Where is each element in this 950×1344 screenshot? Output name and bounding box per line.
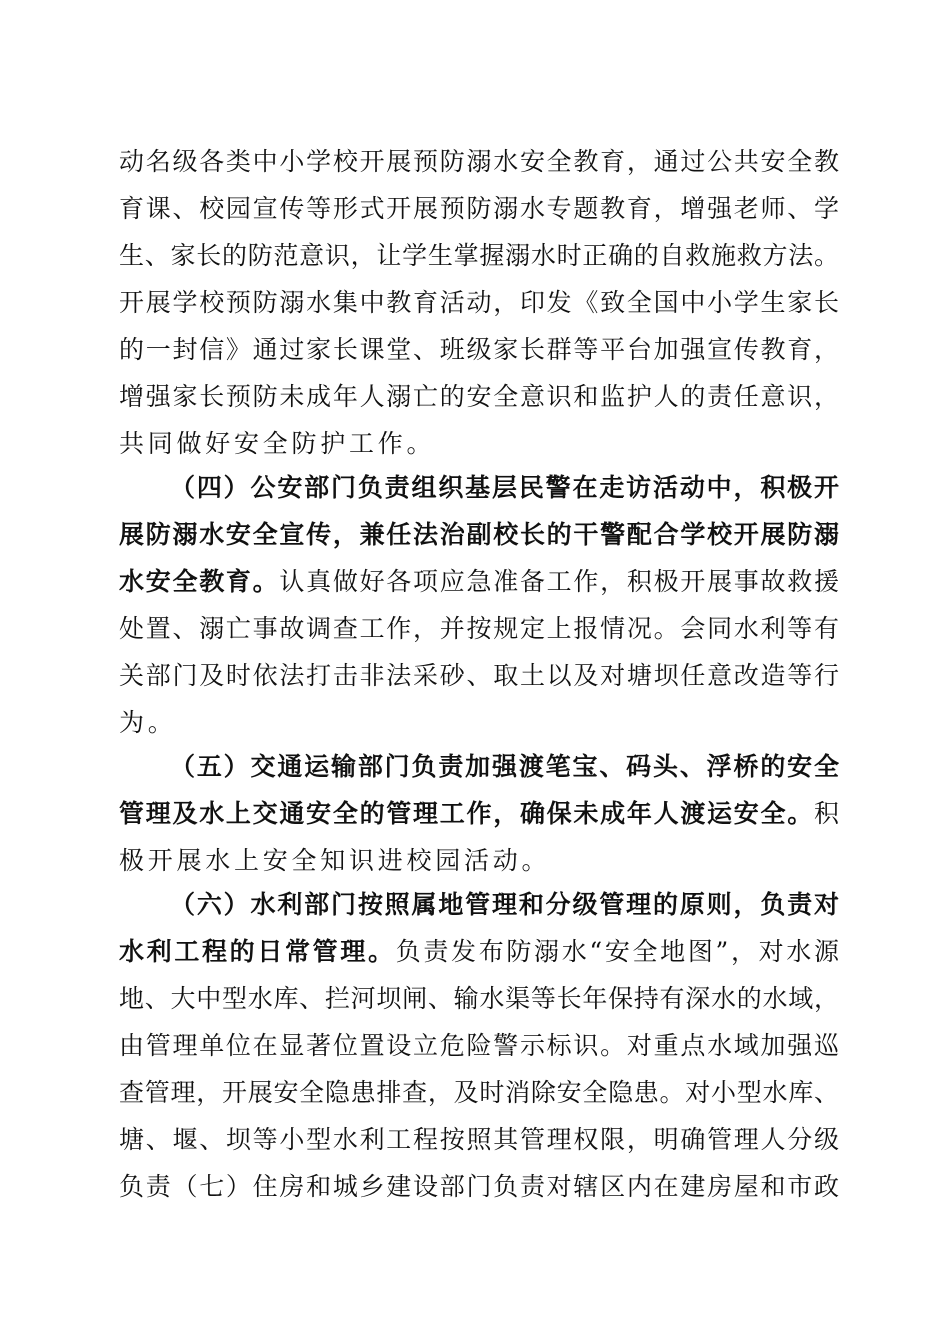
text-line: 关部门及时依法打击非法采砂、取土以及对塘坝任意改造等行 [119, 661, 839, 690]
text-line: 极开展水上安全知识进校园活动。 [119, 846, 551, 875]
text-line: 的一封信》通过家长课堂、班级家长群等平台加强宣传教育， [119, 335, 839, 364]
text-segment-bold: 水利工程的日常管理。 [119, 937, 396, 966]
text-line: 育课、校园宣传等形式开展预防溺水专题教育，增强老师、学 [119, 194, 839, 223]
paragraph-heading-five: （五）交通运输部门负责加强渡笔宝、码头、浮桥的安全 [170, 752, 839, 781]
text-line: 共同做好安全防护工作。 [119, 429, 436, 458]
text-line: 开展学校预防溺水集中教育活动，印发《致全国中小学生家长 [119, 288, 839, 317]
text-line: 负责（七）住房和城乡建设部门负责对辖区内在建房屋和市政 [119, 1172, 839, 1201]
text-segment: 认真做好各项应急准备工作，积极开展事故救援 [279, 567, 839, 596]
text-line: 生、家长的防范意识，让学生掌握溺水时正确的自救施救方法。 [119, 241, 839, 270]
text-line: 增强家长预防未成年人溺亡的安全意识和监护人的责任意识， [119, 382, 839, 411]
paragraph-heading-six: （六）水利部门按照属地管理和分级管理的原则，负责对 [170, 890, 839, 919]
text-line: 地、大中型水库、拦河坝闸、输水渠等长年保持有深水的水域， [119, 984, 839, 1013]
paragraph-heading-four: （四）公安部门负责组织基层民警在走访活动中，积极开 [170, 473, 839, 502]
text-line: 查管理，开展安全隐患排查，及时消除安全隐患。对小型水库、 [119, 1078, 839, 1107]
text-segment-bold: 管理及水上交通安全的管理工作，确保未成年人渡运安全。 [119, 799, 814, 828]
text-line: 为。 [119, 708, 177, 737]
text-line: 展防溺水安全宣传，兼任法治副校长的干警配合学校开展防溺 [119, 520, 839, 549]
text-segment: 积 [813, 799, 839, 828]
text-line: 由管理单位在显著位置设立危险警示标识。对重点水域加强巡 [119, 1031, 839, 1060]
text-segment-bold: 水安全教育。 [119, 567, 280, 596]
text-segment: 负责发布防溺水“安全地图”，对水源 [395, 937, 839, 966]
text-line: 动名级各类中小学校开展预防溺水安全教育，通过公共安全教 [119, 147, 839, 176]
text-line [119, 792, 839, 836]
text-line: 塘、堰、坝等小型水利工程按照其管理权限，明确管理人分级 [119, 1125, 839, 1154]
text-line [119, 930, 839, 974]
text-line: 处置、溺亡事故调查工作，并按规定上报情况。会同水利等有 [119, 614, 839, 643]
text-line [119, 560, 839, 604]
